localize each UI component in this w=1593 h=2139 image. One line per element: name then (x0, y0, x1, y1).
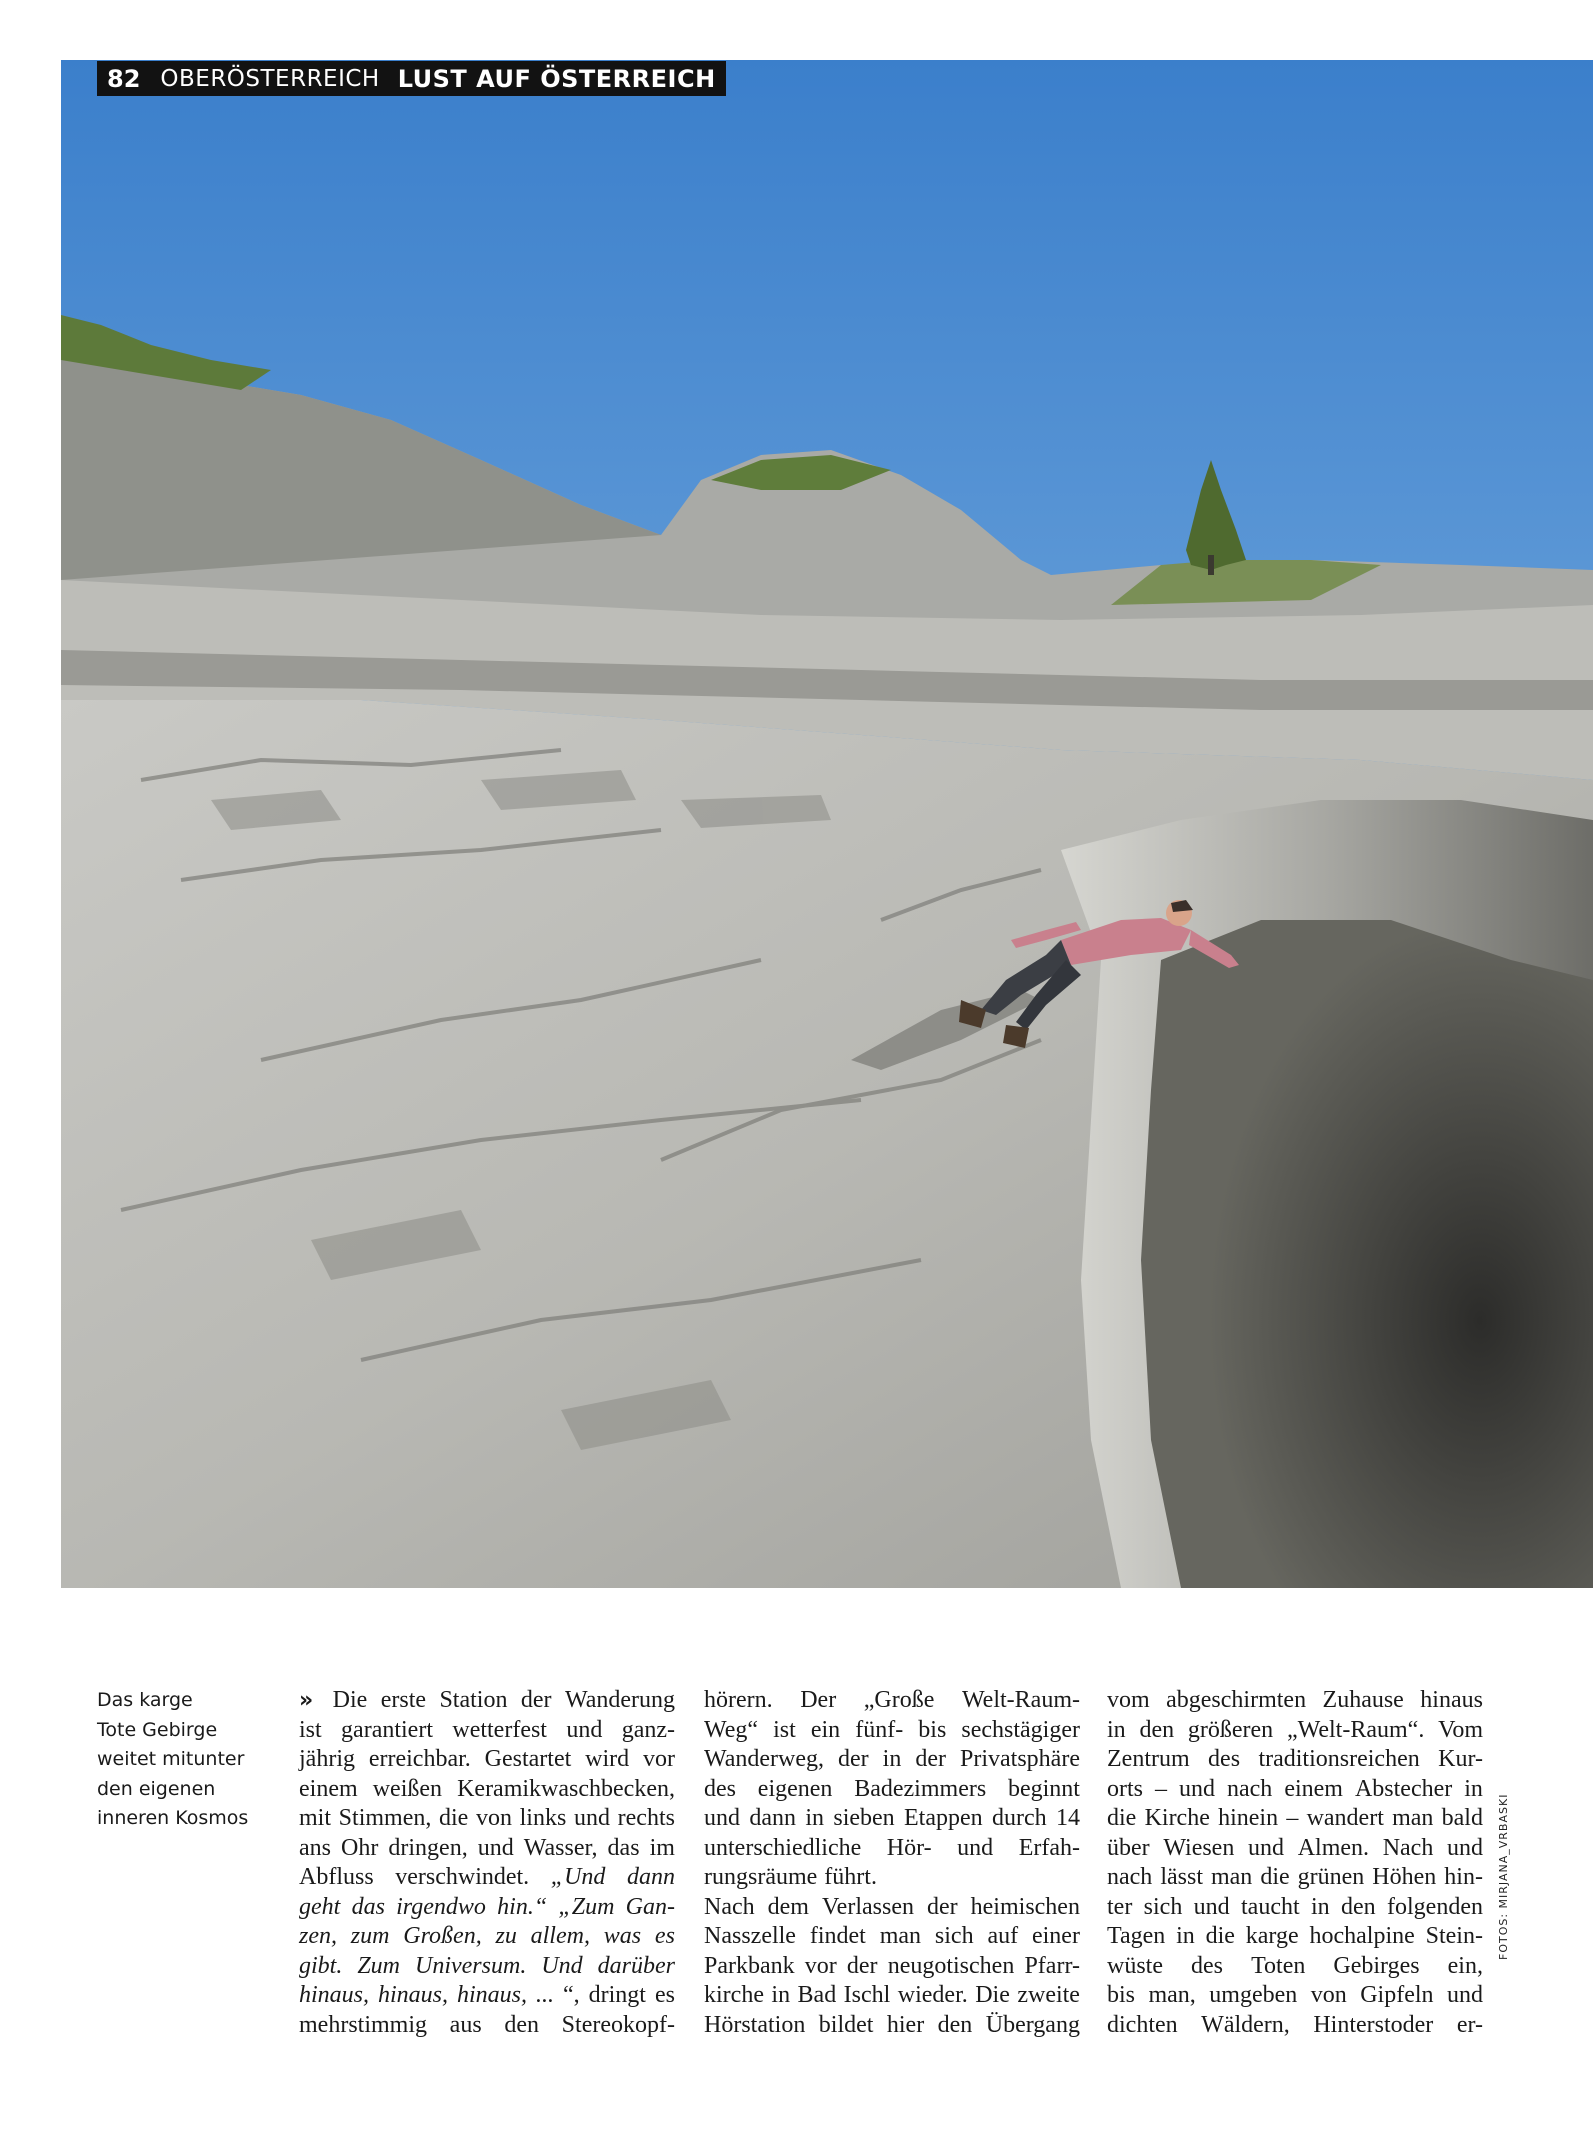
article-word: fünf- (855, 1716, 904, 1743)
article-word: “, (562, 1982, 580, 2008)
article-word: dem (767, 1893, 809, 1920)
article-word: – (1155, 1775, 1167, 1802)
article-word: Wiesen (1163, 1834, 1235, 1861)
article-word: und (573, 1805, 610, 1831)
article-word: erste (380, 1687, 427, 1713)
article-word: folgenden (1387, 1893, 1483, 1920)
article-word: Nach (704, 1893, 755, 1920)
article-word: „Und (550, 1864, 606, 1890)
article-line (299, 1804, 675, 1834)
article-word: rechts (617, 1805, 675, 1831)
article-word: ... (536, 1982, 554, 2008)
article-word: Die (332, 1687, 368, 1713)
article-word: die (1107, 1805, 1137, 1831)
article-word: von (1310, 1982, 1347, 2008)
rubric-label: LUST AUF ÖSTERREICH (397, 64, 716, 93)
article-word: lässt (1160, 1864, 1203, 1890)
article-word: und (1248, 1834, 1285, 1861)
article-line (1107, 1893, 1483, 1923)
article-word: allem, (530, 1923, 590, 1949)
article-word: dringt (588, 1982, 646, 2008)
article-word: Weg“ (704, 1716, 759, 1743)
article-word: hinein (1218, 1805, 1279, 1831)
article-word: Höhen (1372, 1864, 1437, 1890)
article-word: Kirche (1144, 1805, 1210, 1831)
article-line (1107, 1716, 1483, 1746)
article-line (1107, 1863, 1483, 1893)
article-word: des (704, 1775, 736, 1802)
article-word: Ischl (843, 1982, 891, 2008)
article-line (1107, 1686, 1483, 1716)
article-word: vor (804, 1952, 837, 1979)
article-word: der (520, 1687, 552, 1713)
article-word: und (566, 1716, 603, 1743)
article-word: Parkbank (704, 1952, 795, 1979)
article-word: eigenen (757, 1775, 833, 1802)
photo-caption (97, 1686, 257, 1834)
article-word: – (1286, 1805, 1299, 1831)
article-word: einem (1284, 1775, 1343, 1802)
article-word: aus (449, 2011, 482, 2038)
article-word: auf (987, 1923, 1019, 1949)
article-word: größeren (1187, 1716, 1274, 1743)
article-word: Gipfeln (1360, 1982, 1434, 2008)
article-word: wetterfest (452, 1716, 547, 1743)
article-word: Gan- (625, 1893, 675, 1920)
article-word: Nach (1382, 1834, 1434, 1861)
article-word: darüber (597, 1952, 675, 1979)
article-word: 14 (1056, 1805, 1080, 1831)
article-word: Wäldern, (1201, 2011, 1290, 2038)
caption-line: Tote Gebirge (97, 1718, 218, 1741)
quote-marker-icon: » (299, 1688, 314, 1713)
article-word: und (1447, 1834, 1483, 1861)
article-word: Keramikwaschbecken, (457, 1775, 675, 1802)
article-word: Nasszelle (704, 1923, 796, 1949)
article-word: den (1341, 1893, 1376, 1920)
article-word: Toten (1251, 1952, 1306, 1979)
caption-line: weitet mitunter (97, 1748, 245, 1770)
article-word: sich (934, 1923, 974, 1949)
article-word: den (1139, 1716, 1175, 1743)
article-word: findet (809, 1923, 866, 1949)
article-line (704, 1922, 1080, 1952)
article-word: hochalpine (1309, 1923, 1415, 1949)
article-word: Almen. (1297, 1834, 1370, 1861)
article-word: und (704, 1805, 740, 1831)
article-word: ganz- (621, 1716, 675, 1743)
article-word: Stein- (1425, 1923, 1483, 1949)
article-word: Station (439, 1687, 508, 1713)
article-word: den (937, 2011, 973, 2038)
article-word: die (1205, 1923, 1235, 1949)
article-word: in (882, 1746, 902, 1772)
article-line (299, 1834, 675, 1864)
article-word: zum (350, 1923, 390, 1949)
article-line (1107, 1922, 1483, 1952)
article-word: hinaus, (378, 1982, 449, 2008)
article-word: Pfarr- (1024, 1952, 1080, 1979)
article-line (299, 1922, 675, 1952)
page-header (97, 61, 726, 96)
article-word: Ohr (341, 1834, 379, 1861)
article-word: man (1392, 1805, 1434, 1831)
karst-landscape-icon (61, 60, 1593, 1588)
article-word: die (1260, 1864, 1290, 1890)
article-word: von (475, 1805, 512, 1831)
article-word: Abfluss (299, 1864, 374, 1890)
article-word: garantiert (341, 1716, 433, 1743)
article-word: Die (975, 1982, 1010, 2008)
article-word: Hinterstoder (1313, 2011, 1434, 2038)
article-word: ist (773, 1716, 796, 1743)
article-word: des (1208, 1746, 1241, 1772)
article-word: bis (1107, 1982, 1136, 2008)
article-word: hinaus, (457, 1982, 528, 2008)
article-word: rungsräume (704, 1864, 818, 1890)
article-word: „Zum (558, 1893, 615, 1920)
article-word: Badezimmers (854, 1775, 987, 1802)
article-line (299, 1893, 675, 1923)
article-word: bald (1441, 1805, 1483, 1831)
article-word: hier (886, 2011, 925, 2038)
article-line (299, 1952, 675, 1982)
article-word: es (654, 1923, 675, 1949)
article-word: hörern. (704, 1687, 773, 1713)
article-word: Und (541, 1952, 583, 1979)
article-word: der (838, 1746, 869, 1772)
article-word: das (607, 1834, 640, 1861)
caption-line: inneren Kosmos (97, 1807, 249, 1829)
caption-line: Das karge (97, 1689, 193, 1711)
article-word: unterschiedliche (704, 1834, 862, 1861)
article-word: orts (1107, 1775, 1143, 1802)
article-word: Privatsphäre (960, 1746, 1080, 1772)
article-word: Wasser, (523, 1834, 598, 1861)
article-line (299, 1716, 675, 1746)
article-word: sich (1143, 1893, 1183, 1920)
article-word: des (1191, 1952, 1224, 1979)
article-word: Abstecher (1354, 1775, 1453, 1802)
article-word: in (1464, 1775, 1483, 1802)
article-word: dann (749, 1805, 796, 1831)
article-word: einer (1031, 1923, 1080, 1949)
article-word: dringen, (388, 1834, 468, 1861)
article-column-2 (704, 1686, 1080, 2040)
article-word: karge (1245, 1923, 1299, 1949)
article-word: nach (1227, 1775, 1273, 1802)
article-word: Zuhause (1322, 1687, 1404, 1713)
article-line (704, 1745, 1080, 1775)
article-word: erreichbar. (368, 1746, 471, 1772)
article-word: den (504, 2011, 539, 2038)
article-word: dichten (1107, 2011, 1178, 2038)
article-word: über (1107, 1834, 1150, 1861)
article-word: Wanderung (564, 1687, 675, 1713)
article-word: „Welt-Raum“. (1286, 1716, 1425, 1743)
article-word: hin- (1444, 1864, 1483, 1890)
article-word: ans (299, 1834, 331, 1861)
article-word: das (351, 1893, 385, 1920)
article-word: der (846, 1952, 878, 1979)
article-line (299, 1745, 675, 1775)
article-word: grünen (1297, 1864, 1365, 1890)
article-word: in (1107, 1716, 1126, 1743)
article-word: zweite (1017, 1982, 1080, 2008)
article-word: umgeben (1209, 1982, 1298, 2008)
article-word: Gestartet (484, 1746, 572, 1772)
article-word: Erfah- (1018, 1834, 1080, 1861)
article-word: und (1446, 1982, 1483, 2008)
article-line (299, 1686, 675, 1716)
article-line (704, 1686, 1080, 1716)
article-word: dann (626, 1864, 675, 1890)
article-word: Tagen (1107, 1923, 1166, 1949)
article-word: die (439, 1805, 469, 1831)
article-word: was (603, 1923, 642, 1949)
article-word: ein (810, 1716, 841, 1743)
article-word: es (654, 1982, 675, 2008)
photo-credit: FOTOS: MIRJANA_VRBASKI (1497, 1793, 1510, 1960)
article-word: er- (1456, 2011, 1483, 2038)
article-word: Gebirges (1333, 1952, 1420, 1979)
article-column-1 (299, 1686, 675, 2040)
article-line (1107, 2011, 1483, 2041)
article-word: jährig (299, 1746, 355, 1772)
article-word: Zentrum (1107, 1746, 1190, 1772)
article-word: im (649, 1834, 675, 1861)
article-word: weißen (372, 1775, 443, 1802)
article-line (704, 1775, 1080, 1805)
article-word: in (1311, 1893, 1330, 1920)
article-word: vor (642, 1746, 675, 1772)
article-line (299, 1981, 675, 2011)
caption-line: den eigenen (97, 1777, 216, 1800)
article-word: neugotischen (887, 1952, 1015, 1979)
article-word: verschwindet. (395, 1864, 530, 1890)
article-word: wird (585, 1746, 630, 1772)
article-line (299, 2011, 675, 2041)
article-word: Hör- (886, 1834, 932, 1861)
article-word: Hörstation (704, 2011, 806, 2038)
article-word: ein, (1447, 1952, 1483, 1979)
article-word: in (805, 1805, 825, 1831)
article-line (299, 1775, 675, 1805)
article-word: Stimmen, (338, 1805, 432, 1831)
article-word: Der (800, 1687, 837, 1713)
article-word: taucht (1241, 1893, 1300, 1920)
article-word: und (477, 1834, 514, 1861)
article-word: Welt-Raum- (961, 1687, 1080, 1713)
article-word: man (1210, 1864, 1253, 1890)
article-word: mehrstimmig (299, 2011, 427, 2038)
article-line (1107, 1804, 1483, 1834)
article-word: durch (992, 1805, 1047, 1831)
article-word: und (957, 1834, 994, 1861)
section-label: OBERÖSTERREICH (160, 65, 380, 92)
article-word: sechstägiger (961, 1716, 1080, 1743)
article-line (1107, 1745, 1483, 1775)
article-word: zu (495, 1923, 517, 1949)
article-line (704, 1863, 1080, 1893)
article-line (1107, 1981, 1483, 2011)
article-word: Zum (357, 1952, 401, 1979)
article-word: Übergang (985, 2011, 1080, 2038)
article-word: der (926, 1893, 958, 1920)
article-word: man (879, 1923, 922, 1949)
article-word: nach (1107, 1864, 1153, 1890)
article-word: wüste (1107, 1952, 1163, 1979)
article-word: abgeschirmten (1166, 1687, 1307, 1713)
article-word: Etappen (904, 1805, 983, 1831)
article-word: man, (1148, 1982, 1196, 2008)
article-column-3 (1107, 1686, 1483, 2040)
article-word: in (771, 1982, 791, 2008)
article-word: hinaus (1420, 1687, 1483, 1713)
article-word: der (915, 1746, 946, 1772)
article-word: hinaus, (299, 1982, 370, 2008)
article-word: Kur- (1438, 1746, 1483, 1772)
article-line (704, 1981, 1080, 2011)
article-word: traditionsreichen (1258, 1746, 1420, 1772)
article-word: bildet (818, 2011, 874, 2038)
article-word: links (519, 1805, 567, 1831)
page-number: 82 (107, 64, 141, 93)
article-word: vom (1107, 1687, 1150, 1713)
article-word: und (1193, 1893, 1230, 1920)
article-line (1107, 1834, 1483, 1864)
article-word: Stereokopf- (561, 2011, 675, 2038)
article-word: irgendwo (396, 1893, 486, 1920)
article-line (704, 1834, 1080, 1864)
article-word: führt. (824, 1864, 877, 1890)
article-line (1107, 1952, 1483, 1982)
article-word: Wanderweg, (704, 1746, 825, 1772)
article-word: in (1176, 1923, 1195, 1949)
article-word: bis (918, 1716, 947, 1743)
article-word: hin.“ (497, 1893, 548, 1920)
article-line (704, 1804, 1080, 1834)
article-word: zen, (299, 1923, 337, 1949)
article-word: „Große (863, 1687, 935, 1713)
article-word: geht (299, 1893, 341, 1920)
article-line (704, 1716, 1080, 1746)
article-word: Universum. (415, 1952, 527, 1979)
article-word: wieder. (897, 1982, 968, 2008)
article-word: mit (299, 1805, 332, 1831)
article-word: ist (299, 1716, 322, 1743)
article-line (704, 2011, 1080, 2041)
article-word: Verlassen (822, 1893, 914, 1920)
article-word: heimischen (970, 1893, 1080, 1920)
article-word: wandert (1306, 1805, 1384, 1831)
article-word: einem (299, 1775, 358, 1802)
article-word: Vom (1438, 1716, 1483, 1743)
article-word: kirche (704, 1982, 764, 2008)
article-word: und (1179, 1775, 1215, 1802)
article-word: beginnt (1007, 1775, 1080, 1802)
article-line (704, 1952, 1080, 1982)
hero-photo (61, 60, 1593, 1588)
article-line (704, 1893, 1080, 1923)
article-line (1107, 1775, 1483, 1805)
article-line (299, 1863, 675, 1893)
article-word: Großen, (403, 1923, 482, 1949)
article-word: gibt. (299, 1952, 343, 1979)
article-word: Bad (797, 1982, 837, 2008)
article-word: sieben (833, 1805, 895, 1831)
article-word: ter (1107, 1893, 1133, 1920)
